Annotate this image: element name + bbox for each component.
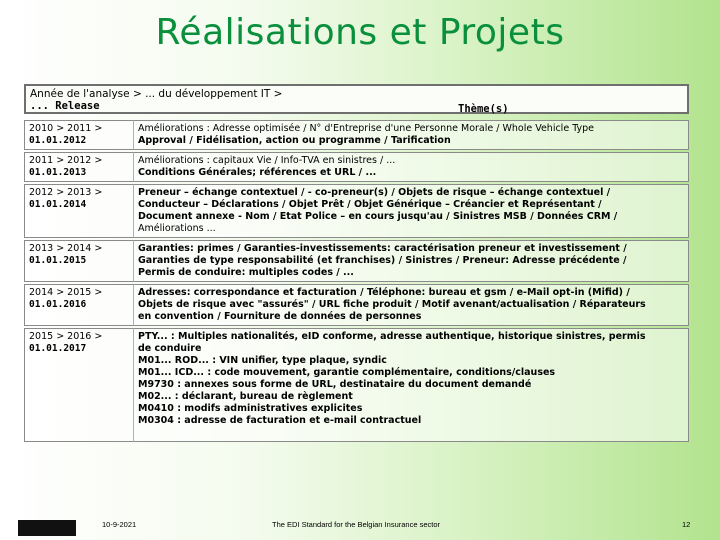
theme-line: PTY... : Multiples nationalités, eID conforme, adresse authentique, historique sinistres, permis [138, 331, 646, 342]
theme-line: Permis de conduire: multiples codes / ... [138, 267, 354, 278]
period-label: 2015 > 2016 > [29, 331, 103, 342]
theme-line: en convention / Fourniture de données de personnes [138, 311, 422, 322]
period-cell [24, 120, 133, 150]
release-date: 01.01.2013 [29, 167, 87, 178]
theme-line: Adresses: correspondance et facturation / Téléphone: bureau et gsm / e-Mail opt-in (Mifid) / [138, 287, 630, 298]
theme-cell [133, 284, 689, 326]
theme-line: Garanties: primes / Garanties-investissements: caractérisation preneur et investissement / [138, 243, 627, 254]
header-theme-label: Thème(s) [458, 103, 509, 115]
period-label: 2011 > 2012 > [29, 155, 103, 166]
table-row [24, 184, 689, 238]
period-label: 2010 > 2011 > [29, 123, 103, 134]
theme-line: M0410 : modifs administratives explicites [138, 403, 363, 414]
theme-line: Conditions Générales; références et URL / ... [138, 167, 377, 178]
page-number: 12 [682, 520, 691, 529]
period-cell [24, 152, 133, 182]
theme-line: de conduire [138, 343, 202, 354]
release-date: 01.01.2015 [29, 255, 87, 266]
page-title: Réalisations et Projets [155, 12, 565, 53]
table-row [24, 120, 689, 150]
theme-cell [133, 328, 689, 442]
release-date: 01.01.2016 [29, 299, 87, 310]
theme-line: Conducteur – Déclarations / Objet Prêt / Objet Générique – Créancier et Représentant / [138, 199, 602, 210]
theme-line: M01... ICD... : code mouvement, garantie complémentaire, conditions/clauses [138, 367, 556, 378]
theme-line: Approval / Fidélisation, action ou programme / Tarification [138, 135, 451, 146]
release-date: 01.01.2012 [29, 135, 87, 146]
theme-cell [133, 240, 689, 282]
period-label: 2012 > 2013 > [29, 187, 103, 198]
theme-line: M0304 : adresse de facturation et e-mail contractuel [138, 415, 422, 426]
table-row [24, 152, 689, 182]
table-row [24, 240, 689, 282]
period-cell [24, 184, 133, 238]
theme-line: Garanties de type responsabilité (et franchises) / Sinistres / Preneur: Adresse précédente / [138, 255, 627, 266]
release-date: 01.01.2014 [29, 199, 87, 210]
header-release-label: ... Release [30, 100, 100, 112]
period-label: 2013 > 2014 > [29, 243, 103, 254]
period-cell [24, 284, 133, 326]
theme-line: M9730 : annexes sous forme de URL, destinataire du document demandé [138, 379, 532, 390]
period-cell [24, 328, 133, 442]
theme-line: Améliorations ... [138, 223, 216, 234]
period-label: 2014 > 2015 > [29, 287, 103, 298]
theme-line: Document annexe - Nom / Etat Police – en cours jusqu'au / Sinistres MSB / Données CRM / [138, 211, 618, 222]
footer-text: The EDI Standard for the Belgian Insurance sector [272, 520, 441, 529]
theme-cell [133, 184, 689, 238]
theme-line: Améliorations : Adresse optimisée / N° d'Entreprise d'une Personne Morale / Whole Vehicle Type [138, 123, 595, 134]
release-date: 01.01.2017 [29, 343, 87, 354]
releases-table [24, 82, 689, 444]
theme-line: M02... : déclarant, bureau de règlement [138, 391, 353, 402]
table-header-row [24, 84, 689, 118]
table-row [24, 328, 689, 442]
theme-cell [133, 120, 689, 150]
theme-line: Preneur – échange contextuel / - co-preneur(s) / Objets de risque – échange contextuel / [138, 187, 611, 198]
telebib-logo [18, 520, 76, 536]
table-header [24, 84, 689, 114]
theme-line: M01... ROD... : VIN unifier, type plaque, syndic [138, 355, 387, 366]
theme-line: Objets de risque avec "assurés" / URL fiche produit / Motif avenant/actualisation / Réparateurs [138, 299, 646, 310]
theme-line: Améliorations : capitaux Vie / Info-TVA en sinistres / ... [138, 155, 396, 166]
period-cell [24, 240, 133, 282]
table-row [24, 284, 689, 326]
header-analysis-label: Année de l'analyse > ... du développement IT > [30, 88, 283, 100]
theme-cell [133, 152, 689, 182]
footer-date: 10-9-2021 [102, 520, 137, 529]
